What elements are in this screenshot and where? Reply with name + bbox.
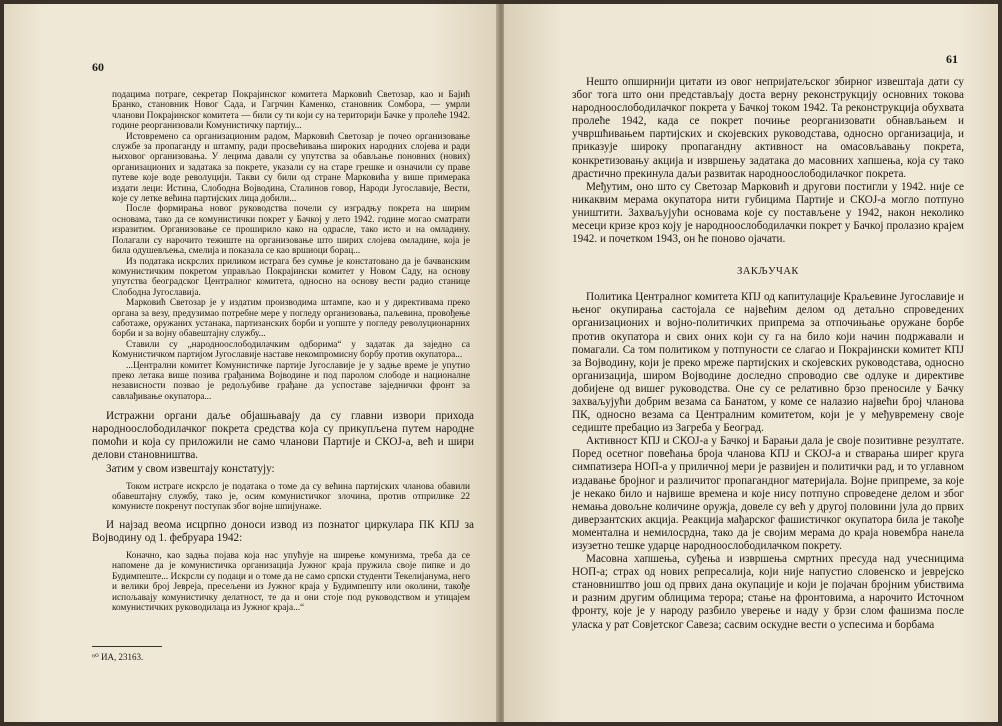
quote-paragraph: ...Централни комитет Комунистичке партије Југославије је у задње време је упутио преко летака више позива грађанима Војводине и под паролом слободе и националне независности позвао је редољубиве грађане да успоставе заједнички фронт за савлађивање окупатора... <box>112 360 470 402</box>
body-paragraph: Нешто опширнији цитати из овог непријатељског збирног извештаја дати су због тога што они представљају доста верну реконструкцију основних токова народноослободилачког покрета у Бачкој током 1942. Та реконструкција обухвата пролеће 1942, када се покрет почиње реорганизовати обнављањем и учвршћивањем партијских и скојевских руководстава, односно организација, и приказује широку пропагандну активност на омасовљавању покрета, конкретизовању акција и извршењу задатака до масовних хапшења, која су тако драстично прекинула даљи развитак народноослободилачког покрета. <box>572 76 964 180</box>
body-paragraph: Масовна хапшења, суђења и извршења смртних пресуда над учесницима НОП-а; страх од нових репресалија, који није напустио словенско и јеврејско становништво још од првих дана окупације и који је појачан бројним убиствима и разним другим облицима терора; стање на фронтовима, а нарочито Источном фронту, које је у народу разбило уверење и наду у брзи слом фашизма после уласка у рат Совјетског Савеза; сасвим оскудне вести о успесима и борбама <box>572 553 964 631</box>
book-spread <box>4 4 998 722</box>
left-text-column <box>92 90 474 614</box>
quote-paragraph: Истовремено са организационим радом, Марковић Светозар је почео организовање службе за пропаганду и штампу, ради просвећивања широких народних слојева и ради њиховог организовања. У лецима давали су упутства за обављање поновних (нових) организационих и задатака за покрете, указали су на старе грешке и означили су праве путеве које воде револуцији. Такви су били од стране Марковића у више примерака издати леци: Истина, Слободна Војводина, Сталинов говор, Народи Југославије, Вести, које су летке већина партијских лица добили... <box>112 131 470 205</box>
quote-paragraph: После формирања новог руководства почели су изградњу покрета на ширим основама, тако да се комунистички покрет у Бачкој у лето 1942. године могао сматрати изразитим. Организовање се проширило како на одрасле, тако исто и на омладину. Полагали су нарочито тежиште на организовање што ширих слојева омладине, која је била одушевљења, смелија и показала се као вршиоци борац... <box>112 204 470 257</box>
left-page <box>4 4 498 722</box>
page-number: 61 <box>946 52 958 66</box>
page-number: 60 <box>92 60 104 74</box>
body-paragraph: Међутим, оно што су Светозар Марковић и другови постигли у 1942. није се никаквим мерама окупатора нити губицима Партије и СКОЈ-а могло потпуно уништити. Захваљујући основама које су постављене у 1942, након неколико месеци кризе кроз коју је народноослободилачки покрет у Бачкој пролазио крајем 1942. и почетком 1943, он ће поново ојачати. <box>572 180 964 246</box>
footnote-rule <box>92 646 162 647</box>
body-paragraph: И најзад веома исцрпно доноси извод из познатог циркулара ПК КПЈ за Војводину од 1. фебруара 1942: <box>92 518 474 544</box>
body-paragraph: Политика Централног комитета КПЈ од капитулације Краљевине Југославије и њеног окупирања састојала се највећим делом од детаљно спроведених организационих и војно-политичких припрема за отпочињање оружане борбе против окупатора и свих оних који су га на било који начин подржавали и помагали. Са том политиком у потпуности се слагао и Покрајински комитет КПЈ за Војводину, који је преко мреже партијских и скојевских руководстава, односно организација, широм Војводине доследно спроводио све одлуке и директиве добијене од вишег руководства. Оне су се релативно брзо преносиле у Бачку захваљујући добрим везама са Банатом, у коме се налазио највећи број чланова ПК, односно везама са Централним комитетом, који је у међувремену своје седиште пребацио из Загреба у Београд. <box>572 291 964 435</box>
quote-paragraph: подацима потраге, секретар Покрајинског комитета Марковић Светозар, као и Бајић Бранко, становник Новог Сада, и Гагрчин Каменко, становник Сомбора, — умрли чланови Покрајинског комитета — били су ти који су на територији Бачке у пролеће 1942. године реорганизовали Комунистичку партију... <box>112 90 470 132</box>
body-paragraph: Активност КПЈ и СКОЈ-а у Бачкој и Барањи дала је своје позитивне резултате. Поред осетног повећања броја чланова КПЈ и СКОЈ-а и стварања ширег круга симпатизера НОП-а у приличној мери је развијен и политички рад, и то углавном издавање бројног и различитог пропагандног материјала. Војне припреме, за које је некако било и највише времена и које нису потпуно спроведене делом и због немања довољне количине оружја, довеле су већ у другој половини јула до првих диверзантских акција. Реакција мађарског фашистичког окупатора била је такође моментална и немилосрдна, тако да је својим мерама до краја новембра нанела изузетно тешке ударце народноослободилачком покрету. <box>572 435 964 552</box>
quote-paragraph: Марковић Светозар је у издатим производима штампе, као и у директивама преко органа за везу, предузимао потребне мере у погледу организовања, паљевина, провођење саботаже, оружаних устанака, партизанских борби и уопште у погледу револуционарних борби и за војну обавештајну службу... <box>112 298 470 340</box>
quote-paragraph: Коначно, као задња појава која нас упућује на ширење комунизма, треба да се напомене да је комунистичка организација Јужног краја пружила своје пипке и до Будимпеште... Искрсли су подаци и о томе да не само српски студенти Текелијанума, него и велики број Јевреја, пресељени из Јужног краја у Будимпешту или околини, такође испољавају комунистичку делатност, те да и они стоје под руководством и утицајем комунистичких руководилаца из Јужног краја...“ <box>112 551 470 614</box>
body-paragraph: Затим у свом извештају констатују: <box>106 462 275 475</box>
quote-paragraph: Ставили су „народноослободилачким одборима“ у задатак да заједно са Комунистичком партијом Југославије наставе некомпромисну борбу против окупатора... <box>112 339 470 361</box>
quote-paragraph: Из података искрслих приликом истрага без сумње је констатовано да је бачванским комунистичким покретом управљао Покрајински комитет у Новом Саду, на основу упутства београдског Централног комитета, односно на основу вести радио станице Слободна Југославија. <box>112 256 470 298</box>
quote-paragraph: Током истраге искрсло је података о томе да су већина партијских чланова обавили обавештајну службу, тако је, осим комунистичког злочина, против отприлике 22 комунисте покренут поступак због војне шпијунаже. <box>112 481 470 513</box>
right-page <box>504 4 998 722</box>
footnote: ⁶⁰ ИА, 23163. <box>92 652 144 662</box>
right-text-column <box>572 76 964 632</box>
section-heading: ЗАКЉУЧАК <box>737 266 799 278</box>
body-paragraph: Истражни органи даље објашњавају да су главни извори прихода народноослободилачког покрета средства која су прикупљена путем народне помоћи и која су приложили не само чланови Партије и СКОЈ-а, већ и шири делови становништва. <box>92 410 474 462</box>
